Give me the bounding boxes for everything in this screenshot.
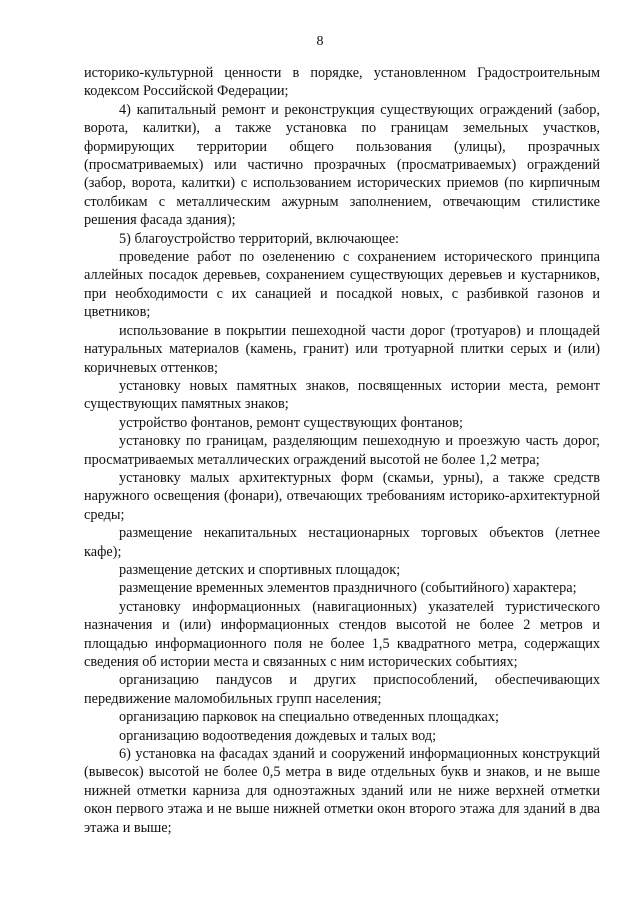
paragraph: проведение работ по озеленению с сохранением исторического принципа аллейных посадок деревьев, сохранением существующих деревьев и кустарников, при необходимости с их санацией и посадкой новых, с разбивкой газонов и цветников;: [84, 249, 600, 321]
paragraph: организацию парковок на специально отведенных площадках;: [119, 709, 499, 726]
paragraph: установку новых памятных знаков, посвященных истории места, ремонт существующих памятных знаков;: [84, 377, 600, 413]
paragraph: установку малых архитектурных форм (скамьи, урны), а также средств наружного освещения (фонари), отвечающих требованиям историко-архитектурной среды;: [84, 469, 600, 523]
paragraph: 6) установка на фасадах зданий и сооружений информационных конструкций (вывесок) высотой не более 0,5 метра в виде отдельных букв и знаков, и не выше нижней отметки карниза для одноэтажных зданий или не ниже верхней отметки окон первого этажа и не выше нижней отметки окон второго этажа для зданий в два этажа и выше;: [84, 746, 600, 836]
paragraph: историко-культурной ценности в порядке, установленном Градостроительным кодексом Российской Федерации;: [84, 65, 600, 100]
paragraph: размещение детских и спортивных площадок;: [119, 561, 401, 578]
page-number: 8: [316, 34, 324, 49]
paragraph: размещение временных элементов праздничного (событийного) характера;: [119, 580, 577, 597]
document-body: [84, 64, 600, 837]
paragraph: установку информационных (навигационных) указателей туристического назначения и (или) информационных стендов высотой не более 2 метров и площадью информационного поля не более 1,5 квадратного метра, содержащих сведения об истории места и связанных с ним исторических событиях;: [84, 598, 600, 670]
paragraph: организацию пандусов и других приспособлений, обеспечивающих передвижение маломобильных групп населения;: [84, 672, 600, 707]
paragraph: использование в покрытии пешеходной части дорог (тротуаров) и площадей натуральных материалов (камень, гранит) или тротуарной плитки серых и (или) коричневых оттенков;: [84, 322, 600, 376]
paragraph: организацию водоотведения дождевых и талых вод;: [119, 727, 437, 744]
paragraph: устройство фонтанов, ремонт существующих фонтанов;: [119, 414, 463, 431]
paragraph: 4) капитальный ремонт и реконструкция существующих ограждений (забор, ворота, калитки), а также установка по границам земельных участков, формирующих территории общего пользования (улицы), прозрачных (просматриваемых) или частично прозрачных (просматриваемых) ограждений (забор, ворота, калитки) с использованием исторических приемов (по кирпичным столбикам с металлическим ажурным заполнением, отвечающим стилистике решения фасада здания);: [84, 101, 600, 229]
paragraph: размещение некапитальных нестационарных торговых объектов (летнее кафе);: [84, 525, 600, 560]
paragraph: установку по границам, разделяющим пешеходную и проезжую часть дорог, просматриваемых металлических ограждений высотой не более 1,2 метра;: [84, 433, 600, 468]
paragraph: 5) благоустройство территорий, включающее:: [119, 230, 400, 247]
